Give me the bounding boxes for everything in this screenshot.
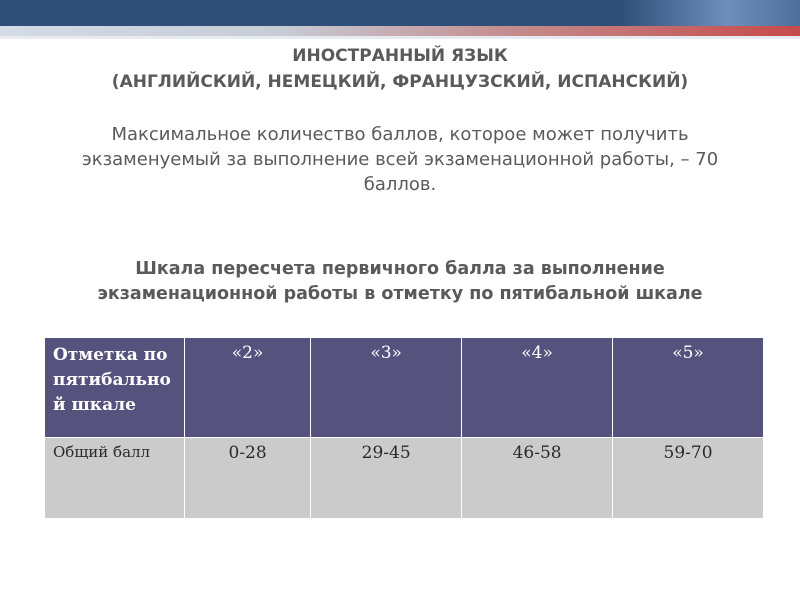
- intro-line-1: Максимальное количество баллов, которое может получить: [111, 124, 689, 145]
- title-line-2: (АНГЛИЙСКИЙ, НЕМЕЦКИЙ, ФРАНЦУЗСКИЙ, ИСПАНСКИЙ): [111, 72, 689, 92]
- table-caption: [30, 257, 770, 307]
- table-row: [45, 438, 764, 519]
- score-range-grade-3: 29-45: [311, 438, 462, 519]
- accent-stripe: [0, 26, 800, 36]
- header-cell-grade-4: «4»: [462, 338, 613, 438]
- score-range-grade-4: 46-58: [462, 438, 613, 519]
- banner-highlight: [620, 0, 800, 26]
- accent-line: [0, 36, 800, 39]
- title-line-1: ИНОСТРАННЫЙ ЯЗЫК: [292, 46, 508, 66]
- top-banner: [0, 0, 800, 26]
- header-cell-grade-3: «3»: [311, 338, 462, 438]
- header-cell-grade-scale: Отметка по пятибально й шкале: [45, 338, 185, 438]
- slide-title: [0, 43, 800, 95]
- header-cell-grade-5: «5»: [613, 338, 764, 438]
- score-range-grade-2: 0-28: [185, 438, 311, 519]
- table-header-row: [45, 338, 764, 438]
- intro-line-3: баллов.: [363, 174, 437, 195]
- caption-line-2: экзаменационной работы в отметку по пятибальной шкале: [97, 284, 703, 304]
- intro-text: [40, 122, 760, 197]
- intro-line-2: экзаменуемый за выполнение всей экзаменационной работы, – 70: [81, 149, 719, 170]
- score-range-grade-5: 59-70: [613, 438, 764, 519]
- caption-line-1: Шкала пересчета первичного балла за выполнение: [135, 259, 665, 279]
- row-label-total-score: Общий балл: [45, 438, 185, 519]
- score-conversion-table: [44, 337, 764, 519]
- header-cell-grade-2: «2»: [185, 338, 311, 438]
